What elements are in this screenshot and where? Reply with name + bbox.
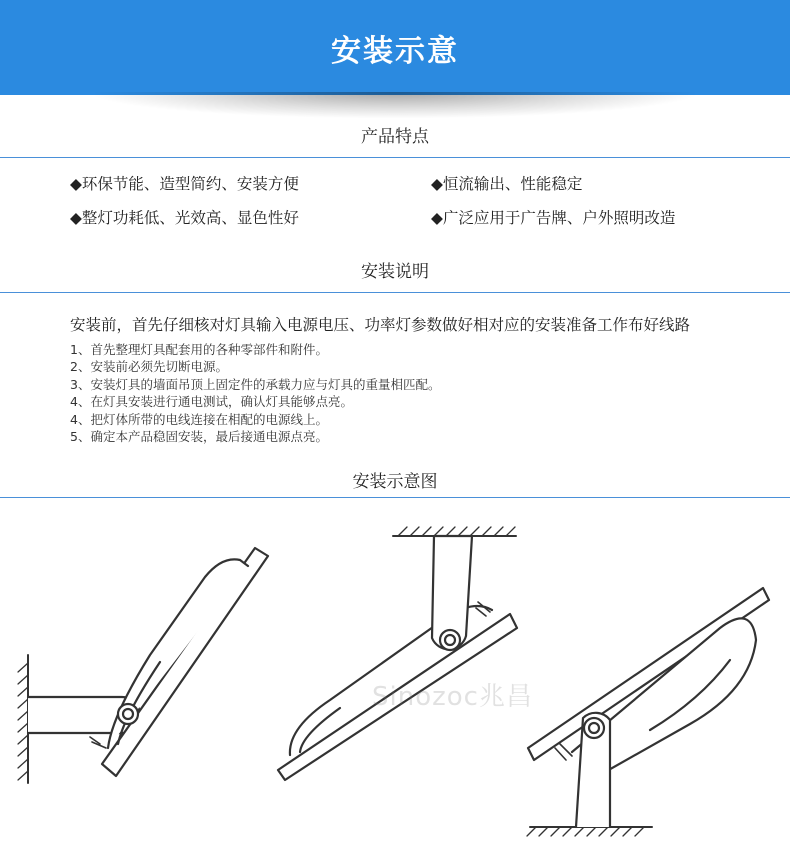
instruction-steps [70,341,440,445]
instruction-step: 4、在灯具安装进行通电测试，确认灯具能够点亮。 [70,394,353,410]
feature-item-3: ◆整灯功耗低、光效高、显色性好 [70,209,299,227]
ceiling-mount-figure [278,527,517,780]
features-title: 产品特点 [361,127,429,147]
diagram-title: 安装示意图 [352,472,438,492]
instruction-step: 1、首先整理灯具配套用的各种零部件和附件。 [70,342,328,357]
wall-mount-figure [18,548,268,783]
banner-shadow [95,92,695,118]
features-divider [0,157,790,158]
instructions-title: 安装说明 [361,262,429,282]
diagram-divider [0,497,790,498]
instruction-step: 4、把灯体所带的电线连接在相配的电源线上。 [70,411,328,427]
instructions-lead: 安装前，首先仔细核对灯具输入电源电压、功率灯参数做好相对应的安装准备工作布好线路 [70,316,691,334]
header-banner [0,0,790,95]
feature-item-1: ◆环保节能、造型简约、安装方便 [70,175,299,193]
feature-item-2: ◆恒流输出、性能稳定 [431,175,583,193]
feature-item-4: ◆广泛应用于广告牌、户外照明改造 [431,209,676,227]
instruction-step: 3、安装灯具的墙面吊顶上固定件的承载力应与灯具的重量相匹配。 [70,376,441,392]
ground-mount-figure [527,588,769,836]
instructions-divider [0,292,790,293]
brand-watermark: Sinozoc兆昌 [372,682,533,712]
instruction-step: 2、安装前必须先切断电源。 [70,359,228,375]
page-title: 安装示意 [331,33,459,69]
instruction-step: 5、确定本产品稳固安装，最后接通电源点亮。 [70,429,328,445]
